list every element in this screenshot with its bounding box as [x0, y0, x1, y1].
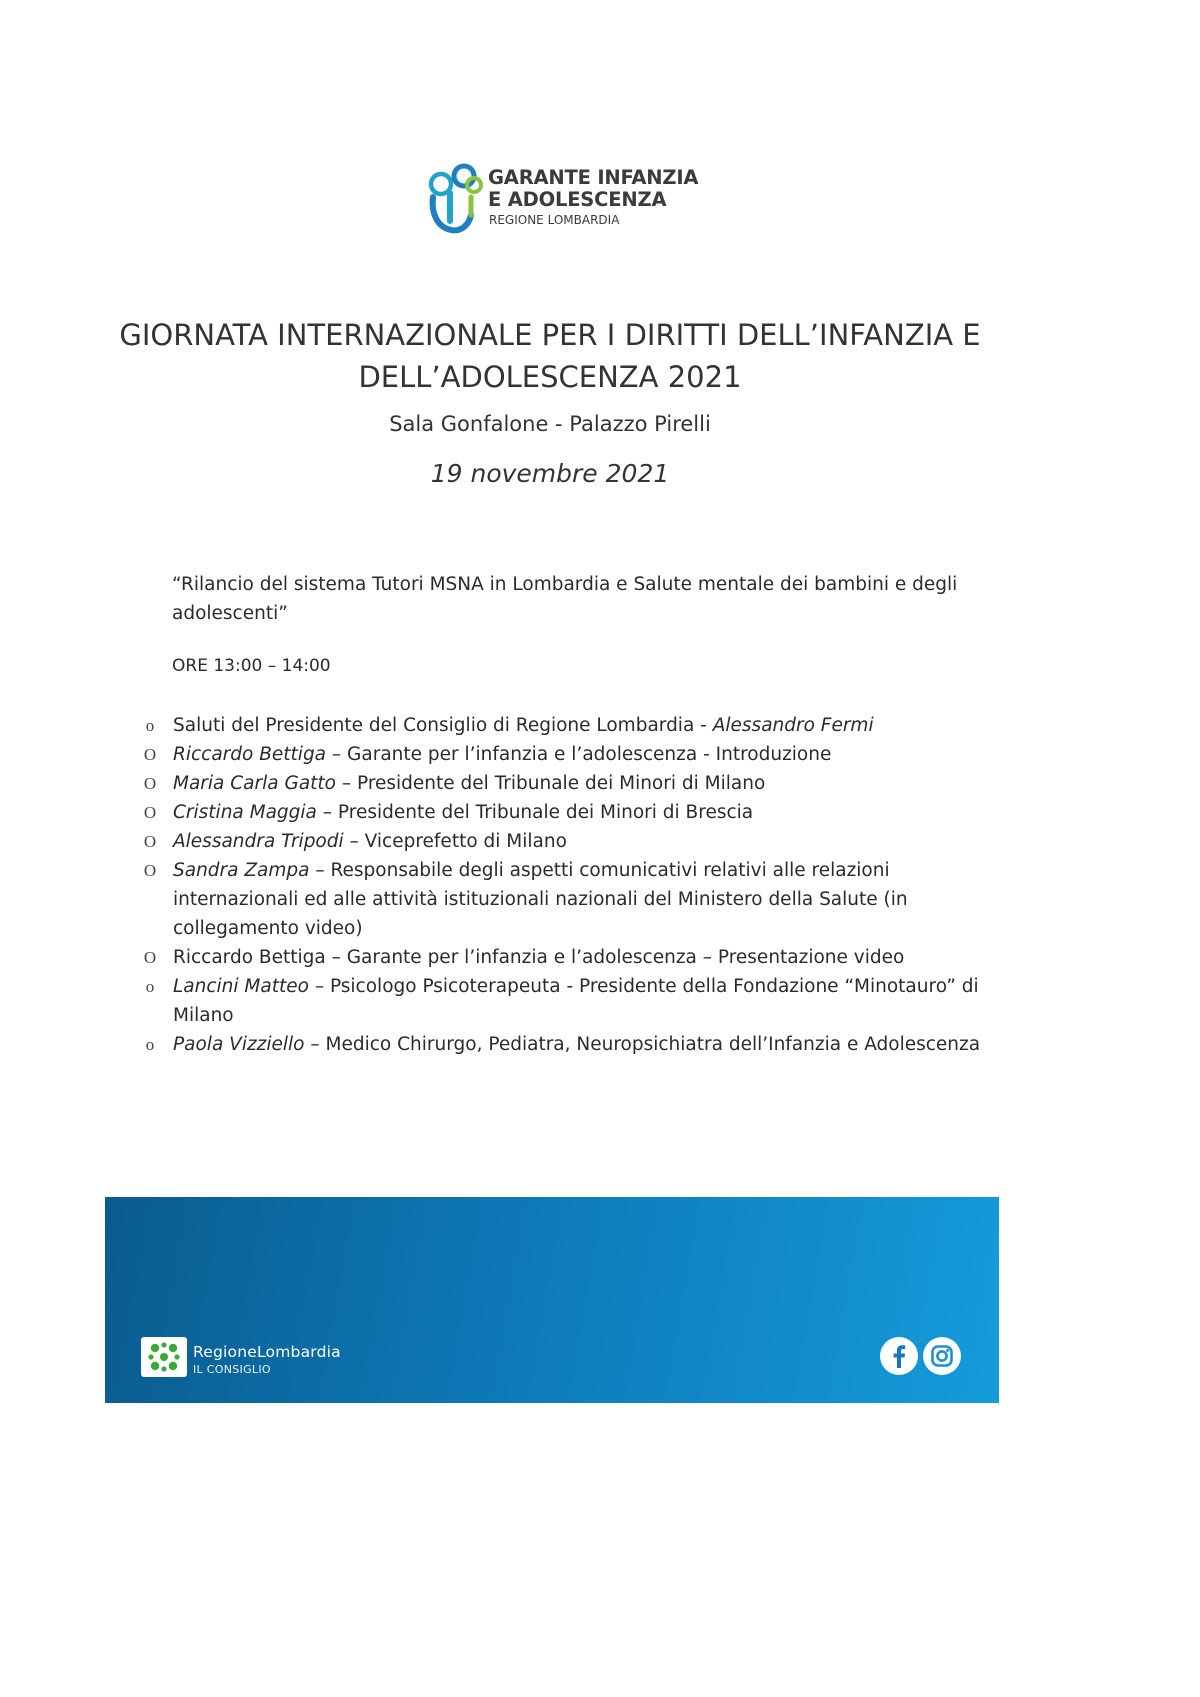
- instagram-icon[interactable]: [923, 1337, 961, 1375]
- agenda-speaker-name: Riccardo Bettiga: [173, 744, 327, 765]
- bullet-icon: O: [143, 948, 157, 967]
- agenda-speaker-name: Sandra Zampa: [173, 860, 310, 881]
- facebook-icon[interactable]: [880, 1337, 918, 1375]
- event-date: 19 novembre 2021: [430, 459, 670, 488]
- event-title: GIORNATA INTERNAZIONALE PER I DIRITTI DELL’INFANZIA E DELL’ADOLESCENZA 2021: [119, 318, 981, 394]
- agenda-text: – Presidente del Tribunale dei Minori di Brescia: [316, 802, 754, 823]
- bullet-icon: O: [143, 774, 157, 793]
- agenda-text: – Psicologo Psicoterapeuta - Presidente della Fondazione “Minotauro” di Milano: [173, 976, 979, 1026]
- footer-subtitle: IL CONSIGLIO: [193, 1363, 271, 1376]
- agenda-speaker-name: Alessandro Fermi: [712, 715, 874, 736]
- bullet-icon: o: [145, 1035, 155, 1054]
- agenda-list: [140, 711, 1010, 1059]
- event-venue: Sala Gonfalone - Palazzo Pirelli: [389, 412, 711, 436]
- agenda-item: [140, 827, 1010, 856]
- agenda-speaker-name: Lancini Matteo: [173, 976, 309, 997]
- footer-brand: RegioneLombardia: [193, 1343, 341, 1361]
- agenda-speaker-name: Paola Vizziello: [173, 1034, 305, 1055]
- footer-banner: [105, 1197, 999, 1403]
- agenda-item: [140, 972, 1010, 1030]
- agenda-text: Saluti del Presidente del Consiglio di Regione Lombardia -: [173, 715, 713, 736]
- garante-logo: [427, 163, 707, 237]
- agenda-item: [140, 740, 1010, 769]
- bullet-icon: O: [143, 832, 157, 851]
- agenda-item: [140, 856, 1010, 943]
- agenda-item: [140, 798, 1010, 827]
- bullet-icon: o: [145, 977, 155, 996]
- agenda-item: [140, 943, 1010, 972]
- agenda-text: Riccardo Bettiga – Garante per l’infanzia e l’adolescenza – Presentazione video: [173, 947, 905, 968]
- agenda-item: [140, 711, 1010, 740]
- bullet-icon: O: [143, 803, 157, 822]
- logo-title-line1: GARANTE INFANZIA: [488, 166, 699, 189]
- agenda-speaker-name: Maria Carla Gatto: [173, 773, 336, 794]
- agenda-item: [140, 1030, 1010, 1059]
- agenda-text: – Responsabile degli aspetti comunicativi relativi alle relazioni internazionali ed alle attività istituzionali nazionali del Ministero della Salute (in collegamento video): [173, 860, 908, 939]
- logo-title-line2: E ADOLESCENZA: [488, 188, 667, 211]
- agenda-speaker-name: Cristina Maggia: [173, 802, 317, 823]
- agenda-text: – Garante per l’infanzia e l’adolescenza - Introduzione: [326, 744, 832, 765]
- agenda-text: – Medico Chirurgo, Pediatra, Neuropsichiatra dell’Infanzia e Adolescenza: [304, 1034, 981, 1055]
- agenda-text: – Viceprefetto di Milano: [343, 831, 567, 852]
- garante-figures-icon: [427, 163, 483, 235]
- agenda-speaker-name: Alessandra Tripodi: [173, 831, 344, 852]
- bullet-icon: O: [143, 745, 157, 764]
- event-time: ORE 13:00 – 14:00: [172, 656, 331, 676]
- bullet-icon: O: [143, 861, 157, 880]
- regione-lombardia-logo-icon: [141, 1337, 187, 1377]
- bullet-icon: o: [145, 716, 155, 735]
- event-subject: “Rilancio del sistema Tutori MSNA in Lombardia e Salute mentale dei bambini e degli adolescenti”: [172, 574, 958, 624]
- agenda-item: [140, 769, 1010, 798]
- agenda-text: – Presidente del Tribunale dei Minori di Milano: [335, 773, 766, 794]
- logo-region: REGIONE LOMBARDIA: [489, 213, 620, 227]
